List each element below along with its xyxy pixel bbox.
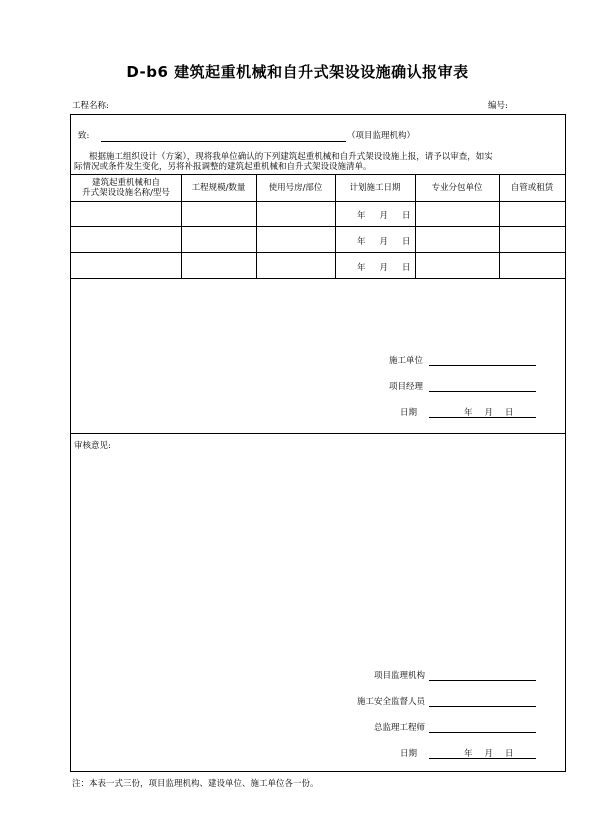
intro-line-2: 际情况或条件发生变化，另将补报调整的建筑起重机械和自升式架设设施清单。	[74, 162, 372, 172]
row3-bottom-line	[71, 278, 565, 279]
table-row-date[interactable]: 年 月 日	[357, 211, 411, 221]
header-bottom-line	[71, 201, 565, 202]
supervision-org-paren: （项目监理机构）	[347, 131, 416, 141]
review-opinion-label: 审核意见:	[74, 441, 111, 451]
review-opinion-area[interactable]	[74, 453, 562, 633]
contractor-date-label: 日期	[399, 408, 417, 418]
contractor-date-field[interactable]: 年 月 日	[464, 408, 514, 418]
table-row-date[interactable]: 年 月 日	[357, 237, 411, 247]
form-title: D-b6 建筑起重机械和自升式架设设施确认报审表	[126, 63, 469, 81]
contractor-date-underline	[429, 417, 536, 418]
contractor-unit-field[interactable]	[429, 365, 536, 366]
section-divider	[71, 433, 565, 434]
review-date-underline	[429, 758, 536, 759]
review-date-label: 日期	[399, 749, 417, 759]
row2-bottom-line	[71, 252, 565, 253]
safety-inspector-field[interactable]	[429, 706, 536, 707]
supervision-org-field[interactable]	[429, 680, 536, 681]
header-planned-date: 计划施工日期	[349, 182, 401, 193]
safety-inspector-label: 施工安全监督人员	[356, 697, 425, 707]
contractor-unit-label: 施工单位	[388, 356, 423, 366]
table-row-date[interactable]: 年 月 日	[357, 263, 411, 273]
addressee-field[interactable]	[101, 141, 346, 142]
number-label: 编号:	[488, 101, 508, 111]
project-manager-field[interactable]	[429, 391, 536, 392]
supervision-org-label: 项目监理机构	[373, 671, 425, 681]
to-label: 致:	[78, 131, 90, 141]
form-frame	[70, 114, 566, 772]
header-subcontractor: 专业分包单位	[431, 182, 483, 193]
intro-line-1: 根据施工组织设计（方案），现将我单位确认的下列建筑起重机械和自升式架设设施上报，请予以审查，如实	[89, 152, 493, 162]
project-manager-label: 项目经理	[388, 382, 423, 392]
header-equipment-line2: 升式架设设施名称/型号	[82, 187, 170, 198]
header-scale-quantity: 工程规模/数量	[191, 182, 246, 193]
header-equipment-name	[71, 174, 181, 201]
header-location: 使用号房/部位	[268, 182, 323, 193]
chief-engineer-label: 总监理工程师	[373, 723, 425, 733]
footnote: 注：本表一式三份，项目监理机构、建设单位、施工单位各一份。	[72, 779, 319, 789]
row1-bottom-line	[71, 226, 565, 227]
review-date-field[interactable]: 年 月 日	[464, 749, 514, 759]
project-name-label: 工程名称:	[72, 101, 109, 111]
header-owned-or-leased: 自管或租赁	[510, 182, 554, 193]
chief-engineer-field[interactable]	[429, 732, 536, 733]
header-equipment-line1: 建筑起重机械和自	[91, 177, 160, 188]
